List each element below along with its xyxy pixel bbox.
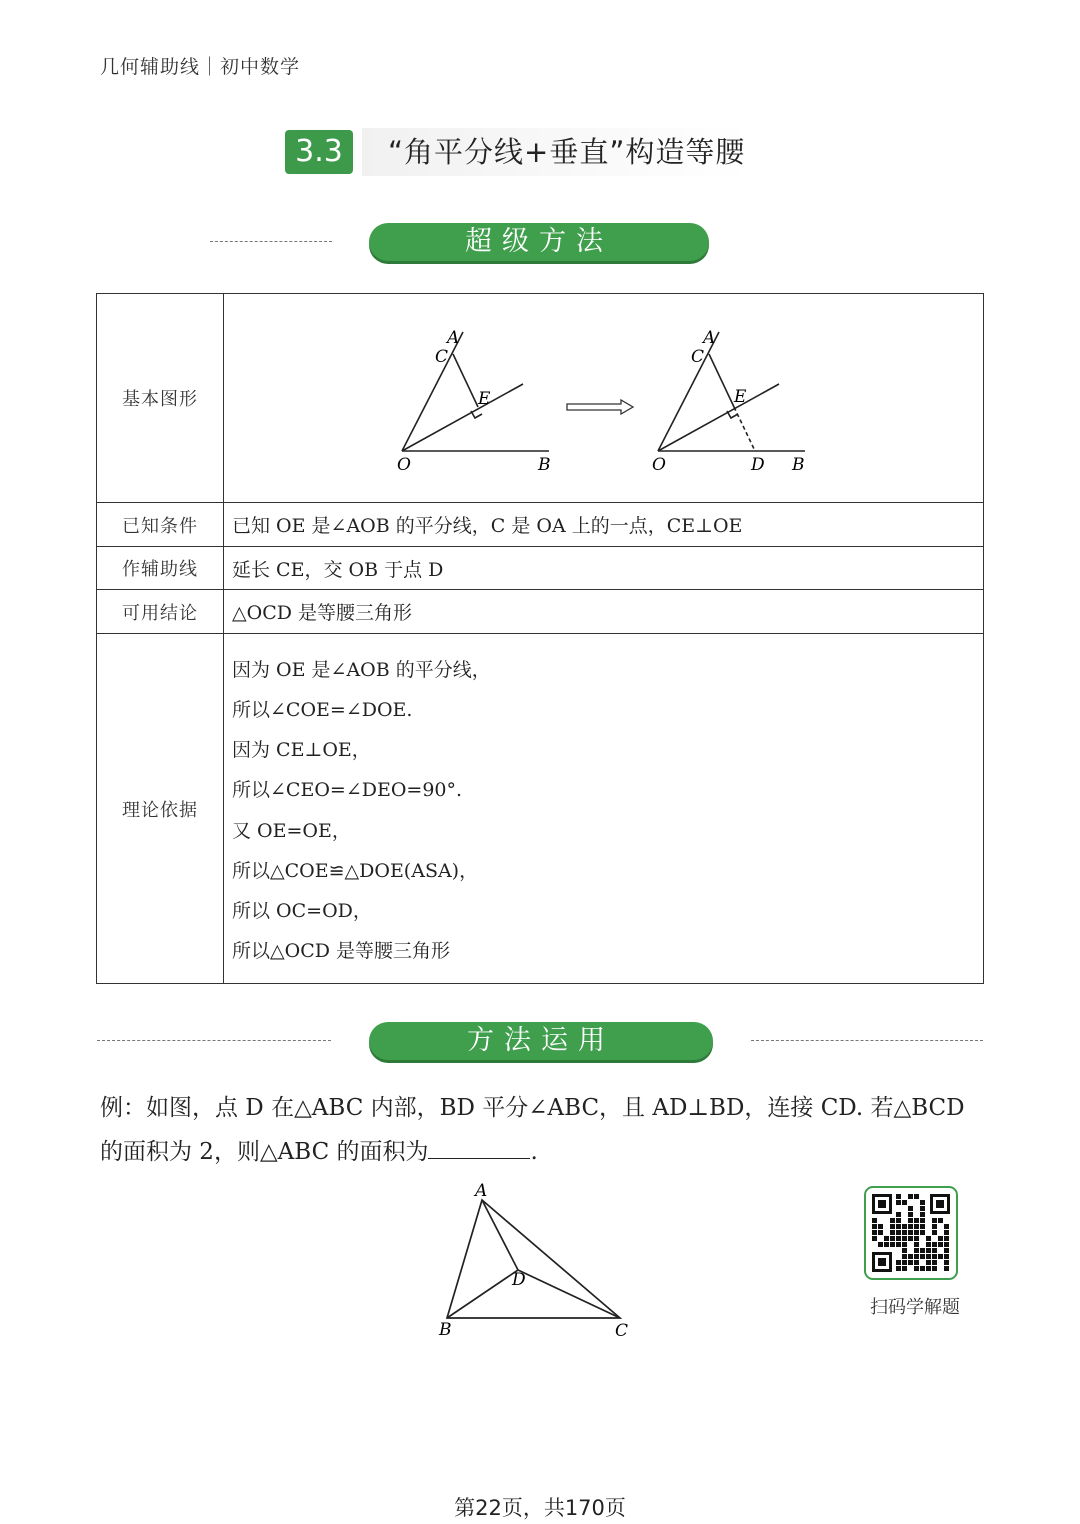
example-end: .	[530, 1139, 538, 1165]
answer-blank[interactable]	[428, 1136, 530, 1159]
apply-banner: 方法运用	[369, 1022, 713, 1060]
fig1-ray-oe	[402, 384, 523, 451]
example-triangle-figure	[420, 1178, 650, 1348]
fig2-label-e: E	[734, 386, 747, 407]
fig3-label-c: C	[615, 1321, 629, 1341]
table-row	[97, 590, 984, 634]
conclusion: △OCD 是等腰三角形	[224, 590, 984, 634]
page-footer: 第22页，共170页	[454, 1496, 626, 1520]
proof-line: 所以 OC=OD，	[232, 899, 372, 922]
fig2-label-d: D	[751, 454, 765, 475]
fig2-ray-oe	[658, 384, 779, 451]
row-label-auxiliary-line: 作辅助线	[97, 547, 224, 590]
segment-ad	[482, 1200, 518, 1270]
fig3-label-b: B	[439, 1320, 452, 1340]
auxiliary-line: 延长 CE，交 OB 于点 D	[224, 547, 984, 590]
divider-right-2	[751, 1040, 983, 1041]
row-label-conclusion: 可用结论	[97, 590, 224, 634]
fig2-segment-ce	[709, 354, 734, 407]
section-number: 3.3	[285, 130, 353, 174]
proof-cell	[224, 634, 984, 984]
segment-cd	[518, 1270, 620, 1318]
proof-line: 所以∠CEO=∠DEO=90°.	[232, 779, 463, 802]
proof-line: 因为 CE⊥OE，	[232, 739, 371, 762]
method-table	[96, 293, 984, 984]
transform-arrow-icon	[567, 400, 633, 414]
figure-2	[658, 332, 805, 451]
running-header: 几何辅助线｜初中数学	[100, 56, 301, 78]
proof-lines	[232, 646, 982, 972]
row-label-theory: 理论依据	[97, 634, 224, 984]
fig1-segment-ce	[453, 354, 478, 407]
qr-caption: 扫码学解题	[870, 1297, 960, 1318]
proof-line: 所以△COE≌△DOE(ASA)，	[232, 859, 479, 882]
table-row	[97, 503, 984, 547]
proof-line: 又 OE=OE，	[232, 819, 351, 842]
fig2-label-o: O	[652, 454, 666, 475]
fig1-label-c: C	[435, 346, 449, 367]
example-problem	[100, 1086, 990, 1174]
section-title: “角平分线+垂直”构造等腰	[362, 128, 792, 176]
table-row	[97, 294, 984, 503]
table-row	[97, 634, 984, 984]
segment-bd	[447, 1270, 518, 1318]
fig2-label-a: A	[703, 327, 716, 348]
basic-figure-cell	[224, 294, 984, 503]
method-banner: 超级方法	[369, 223, 709, 261]
basic-figure-diagram	[225, 296, 982, 501]
proof-line: 所以∠COE=∠DOE.	[232, 698, 413, 721]
example-text: 例：如图，点 D 在△ABC 内部，BD 平分∠ABC，且 AD⊥BD，连接 CD. 若△BCD 的面积为 2，则△ABC 的面积为	[100, 1095, 965, 1165]
given-conditions: 已知 OE 是∠AOB 的平分线，C 是 OA 上的一点，CE⊥OE	[224, 503, 984, 547]
row-label-given: 已知条件	[97, 503, 224, 547]
figure-1	[402, 332, 549, 451]
proof-line: 所以△OCD 是等腰三角形	[232, 940, 450, 963]
row-label-basic-figure: 基本图形	[97, 294, 224, 503]
fig3-label-a: A	[475, 1181, 488, 1201]
fig2-label-c: C	[691, 346, 705, 367]
divider-left-2	[97, 1040, 331, 1041]
fig3-label-d: D	[512, 1270, 526, 1290]
fig1-ray-oa	[402, 332, 463, 451]
fig2-ray-oa	[658, 332, 719, 451]
qr-code-icon[interactable]	[864, 1186, 958, 1280]
proof-line: 因为 OE 是∠AOB 的平分线，	[232, 658, 491, 681]
fig1-label-b: B	[538, 454, 551, 475]
divider-left	[210, 241, 332, 242]
fig1-label-e: E	[478, 388, 491, 409]
fig1-label-o: O	[397, 454, 411, 475]
table-row	[97, 547, 984, 590]
fig1-label-a: A	[447, 327, 460, 348]
fig2-label-b: B	[792, 454, 805, 475]
